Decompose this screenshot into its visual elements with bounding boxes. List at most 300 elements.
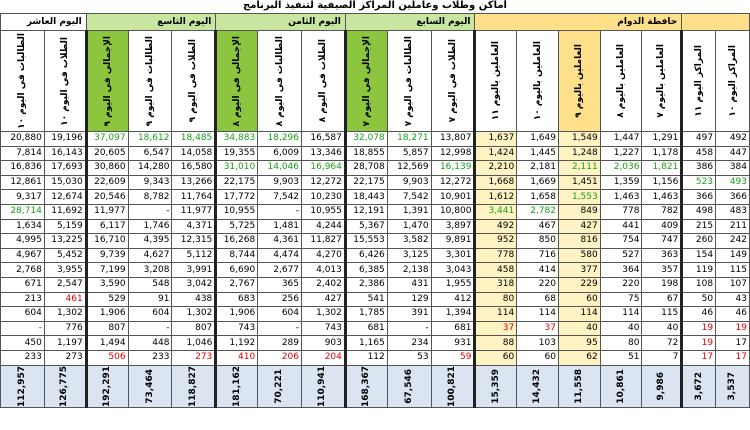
column-header bbox=[517, 31, 559, 132]
table-cell: 16,268 bbox=[216, 234, 258, 249]
table-cell: 1,302 bbox=[302, 307, 346, 322]
table-cell: 8,744 bbox=[216, 248, 258, 263]
column-header bbox=[172, 31, 216, 132]
column-header-label: المراكز اليوم ١٠ bbox=[727, 45, 738, 117]
table-cell: 2,768 bbox=[1, 263, 45, 278]
table-cell: 17 bbox=[716, 350, 750, 365]
table-cell: 448 bbox=[128, 336, 172, 351]
table-cell: 1,302 bbox=[172, 307, 216, 322]
table-cell: 67 bbox=[642, 292, 682, 307]
table-cell: 11,977 bbox=[86, 204, 128, 219]
table-cell: 2,111 bbox=[558, 161, 600, 176]
column-header-label: الطلاب في اليوم ٩ bbox=[188, 39, 199, 123]
table-cell: 260 bbox=[682, 234, 716, 249]
table-cell: 523 bbox=[682, 175, 716, 190]
table-cell: 14,280 bbox=[128, 161, 172, 176]
table-cell: 11,977 bbox=[172, 204, 216, 219]
table-cell: 204 bbox=[302, 350, 346, 365]
table-cell: 1,197 bbox=[44, 336, 86, 351]
table-row bbox=[1, 234, 750, 249]
table-cell: 1,549 bbox=[558, 132, 600, 147]
table-cell: 53 bbox=[387, 350, 431, 365]
table-row bbox=[1, 248, 750, 263]
total-cell bbox=[682, 365, 716, 407]
table-cell: 13,807 bbox=[431, 132, 475, 147]
table-cell: 80 bbox=[475, 292, 517, 307]
table-cell: 10,955 bbox=[216, 204, 258, 219]
group-header: اليوم الثامن bbox=[216, 14, 346, 31]
table-cell: 458 bbox=[682, 146, 716, 161]
table-cell: 931 bbox=[431, 336, 475, 351]
column-header-label: الإجمالي في اليوم ٩ bbox=[102, 35, 113, 127]
table-cell: 548 bbox=[128, 277, 172, 292]
table-row bbox=[1, 277, 750, 292]
table-cell: 1,668 bbox=[475, 175, 517, 190]
table-cell: 40 bbox=[642, 321, 682, 336]
table-cell: 414 bbox=[517, 263, 559, 278]
table-body bbox=[1, 132, 750, 408]
total-value: 100,821 bbox=[447, 365, 458, 407]
column-header-label: الطلاب في اليوم ٧ bbox=[447, 39, 458, 123]
table-cell: 9,903 bbox=[258, 175, 302, 190]
column-header bbox=[431, 31, 475, 132]
table-cell: 114 bbox=[517, 307, 559, 322]
table-cell: 7 bbox=[642, 350, 682, 365]
table-cell: 16,143 bbox=[44, 146, 86, 161]
table-cell: 366 bbox=[716, 190, 750, 205]
table-cell: 4,244 bbox=[302, 219, 346, 234]
table-cell: 1,785 bbox=[345, 307, 387, 322]
table-cell: 778 bbox=[600, 204, 642, 219]
column-header bbox=[302, 31, 346, 132]
table-cell: 6,690 bbox=[216, 263, 258, 278]
table-cell: 11,692 bbox=[44, 204, 86, 219]
table-cell: 215 bbox=[682, 219, 716, 234]
table-cell: 1,291 bbox=[642, 132, 682, 147]
table-cell: 5,857 bbox=[387, 146, 431, 161]
table-cell: 671 bbox=[1, 277, 45, 292]
column-header bbox=[345, 31, 387, 132]
total-cell bbox=[128, 365, 172, 407]
table-cell: 3,441 bbox=[475, 204, 517, 219]
table-cell: 716 bbox=[517, 248, 559, 263]
table-cell: 34,883 bbox=[216, 132, 258, 147]
table-cell: 4,270 bbox=[302, 248, 346, 263]
table-cell: 1,046 bbox=[172, 336, 216, 351]
table-cell: 75 bbox=[600, 292, 642, 307]
table-cell: 410 bbox=[216, 350, 258, 365]
total-value: 181,162 bbox=[231, 365, 242, 407]
table-cell: 16,836 bbox=[1, 161, 45, 176]
table-cell: 2,386 bbox=[345, 277, 387, 292]
table-cell: 1,906 bbox=[86, 307, 128, 322]
table-cell: 4,361 bbox=[258, 234, 302, 249]
table-cell: 9,903 bbox=[387, 175, 431, 190]
table-cell: 318 bbox=[475, 277, 517, 292]
table-cell: 384 bbox=[716, 161, 750, 176]
table-cell: 1,746 bbox=[128, 219, 172, 234]
table-cell: 16,580 bbox=[172, 161, 216, 176]
table-cell: 10,800 bbox=[431, 204, 475, 219]
table-cell: 604 bbox=[1, 307, 45, 322]
table-cell: 9,891 bbox=[431, 234, 475, 249]
table-cell: 4,395 bbox=[128, 234, 172, 249]
table-cell: 12,569 bbox=[387, 161, 431, 176]
table-cell: 2,036 bbox=[600, 161, 642, 176]
table-cell: 1,612 bbox=[475, 190, 517, 205]
total-cell bbox=[216, 365, 258, 407]
table-cell: 37,097 bbox=[86, 132, 128, 147]
table-cell: 20,546 bbox=[86, 190, 128, 205]
column-header-label: العاملين باليوم ٩ bbox=[574, 44, 585, 118]
column-header bbox=[475, 31, 517, 132]
table-cell: 5,112 bbox=[172, 248, 216, 263]
table-cell: 1,669 bbox=[517, 175, 559, 190]
table-cell: 1,156 bbox=[642, 175, 682, 190]
table-cell: 107 bbox=[716, 277, 750, 292]
table-cell: 1,553 bbox=[558, 190, 600, 205]
table-cell: 409 bbox=[642, 219, 682, 234]
table-row bbox=[1, 190, 750, 205]
total-cell bbox=[1, 365, 45, 407]
total-value: 118,827 bbox=[187, 365, 198, 407]
table-cell: 51 bbox=[600, 350, 642, 365]
total-value: 14,432 bbox=[532, 368, 543, 404]
table-cell: 46 bbox=[716, 307, 750, 322]
table-cell: 40 bbox=[600, 321, 642, 336]
total-cell bbox=[258, 365, 302, 407]
table-cell: - bbox=[128, 204, 172, 219]
column-header bbox=[682, 31, 716, 132]
table-cell: 60 bbox=[558, 292, 600, 307]
table-cell: 1,649 bbox=[517, 132, 559, 147]
table-cell: 234 bbox=[387, 336, 431, 351]
table-cell: 4,995 bbox=[1, 234, 45, 249]
table-cell: 80 bbox=[600, 336, 642, 351]
table-cell: 2,782 bbox=[517, 204, 559, 219]
totals-row bbox=[1, 365, 750, 407]
group-header: اليوم التاسع bbox=[86, 14, 216, 31]
table-cell: 19 bbox=[682, 321, 716, 336]
table-cell: - bbox=[387, 321, 431, 336]
table-cell: 273 bbox=[44, 350, 86, 365]
column-header-label: الطالبات في اليوم ٧ bbox=[404, 35, 415, 127]
table-cell: 40 bbox=[558, 321, 600, 336]
table-cell: 441 bbox=[600, 219, 642, 234]
column-header-label: الإجمالي في اليوم ٧ bbox=[361, 35, 372, 127]
table-cell: 16,587 bbox=[302, 132, 346, 147]
table-cell: - bbox=[1, 321, 45, 336]
table-cell: 22,609 bbox=[86, 175, 128, 190]
total-value: 11,558 bbox=[573, 368, 584, 404]
table-row bbox=[1, 350, 750, 365]
table-cell: 529 bbox=[86, 292, 128, 307]
table-cell: 807 bbox=[86, 321, 128, 336]
table-cell: - bbox=[128, 321, 172, 336]
table-cell: 743 bbox=[216, 321, 258, 336]
table-cell: 211 bbox=[716, 219, 750, 234]
table-cell: 16,964 bbox=[302, 161, 346, 176]
table-cell: 3,208 bbox=[128, 263, 172, 278]
table-cell: 220 bbox=[517, 277, 559, 292]
table-cell: 20,880 bbox=[1, 132, 45, 147]
total-cell bbox=[642, 365, 682, 407]
total-cell bbox=[600, 365, 642, 407]
table-row bbox=[1, 175, 750, 190]
table-cell: 807 bbox=[172, 321, 216, 336]
table-cell: 12,998 bbox=[431, 146, 475, 161]
total-value: 192,291 bbox=[102, 365, 113, 407]
total-value: 70,221 bbox=[274, 368, 285, 404]
table-cell: 427 bbox=[302, 292, 346, 307]
table-row bbox=[1, 219, 750, 234]
table-cell: 681 bbox=[431, 321, 475, 336]
column-header-label: الطالبات في اليوم ٨ bbox=[274, 35, 285, 127]
table-cell: - bbox=[258, 321, 302, 336]
table-cell: 5,159 bbox=[44, 219, 86, 234]
total-value: 15,359 bbox=[490, 368, 501, 404]
table-cell: 17,693 bbox=[44, 161, 86, 176]
table-cell: 386 bbox=[682, 161, 716, 176]
table-cell: 1,470 bbox=[387, 219, 431, 234]
table-cell: 1,445 bbox=[517, 146, 559, 161]
table-cell: 2,767 bbox=[216, 277, 258, 292]
table-cell: 220 bbox=[600, 277, 642, 292]
table-cell: 17 bbox=[716, 336, 750, 351]
group-header: حافظة الدوام bbox=[475, 14, 682, 31]
table-cell: 3,897 bbox=[431, 219, 475, 234]
table-cell: 7,542 bbox=[387, 190, 431, 205]
column-header-label: العاملين باليوم ٧ bbox=[656, 44, 667, 118]
total-cell bbox=[517, 365, 559, 407]
total-value: 110,941 bbox=[317, 365, 328, 407]
column-header bbox=[642, 31, 682, 132]
total-value: 73,464 bbox=[144, 368, 155, 404]
table-cell: 256 bbox=[258, 292, 302, 307]
table-cell: 62 bbox=[558, 350, 600, 365]
table-row bbox=[1, 292, 750, 307]
column-header-row bbox=[1, 31, 750, 132]
table-cell: 12,272 bbox=[302, 175, 346, 190]
table-cell: 10,901 bbox=[431, 190, 475, 205]
table-cell: 3,582 bbox=[387, 234, 431, 249]
table-cell: 492 bbox=[716, 132, 750, 147]
table-cell: 114 bbox=[475, 307, 517, 322]
table-cell: 6,385 bbox=[345, 263, 387, 278]
table-cell: - bbox=[258, 204, 302, 219]
table-cell: 438 bbox=[172, 292, 216, 307]
total-value: 9,986 bbox=[655, 371, 666, 401]
table-cell: 114 bbox=[600, 307, 642, 322]
table-cell: 115 bbox=[642, 307, 682, 322]
table-cell: 108 bbox=[682, 277, 716, 292]
table-cell: 683 bbox=[216, 292, 258, 307]
table-cell: 11,827 bbox=[302, 234, 346, 249]
table-row bbox=[1, 161, 750, 176]
table-cell: 363 bbox=[642, 248, 682, 263]
table-cell: 88 bbox=[475, 336, 517, 351]
table-cell: 1,463 bbox=[642, 190, 682, 205]
column-header-label: الإجمالي في اليوم ٨ bbox=[232, 35, 243, 127]
table-cell: 112 bbox=[345, 350, 387, 365]
table-cell: 28,708 bbox=[345, 161, 387, 176]
table-cell: 1,178 bbox=[642, 146, 682, 161]
table-cell: 18,855 bbox=[345, 146, 387, 161]
table-cell: 776 bbox=[44, 321, 86, 336]
table-cell: 1,359 bbox=[600, 175, 642, 190]
table-cell: 1,192 bbox=[216, 336, 258, 351]
table-row bbox=[1, 146, 750, 161]
table-cell: 3,301 bbox=[431, 248, 475, 263]
table-cell: 412 bbox=[431, 292, 475, 307]
column-header bbox=[558, 31, 600, 132]
table-cell: 2,677 bbox=[258, 263, 302, 278]
table-cell: 18,443 bbox=[345, 190, 387, 205]
table-cell: 19,196 bbox=[44, 132, 86, 147]
table-cell: 95 bbox=[558, 336, 600, 351]
table-cell: 12,861 bbox=[1, 175, 45, 190]
table-cell: 103 bbox=[517, 336, 559, 351]
table-cell: 91 bbox=[128, 292, 172, 307]
table-cell: 3,125 bbox=[387, 248, 431, 263]
table-cell: 6,426 bbox=[345, 248, 387, 263]
table-cell: 15,553 bbox=[345, 234, 387, 249]
table-cell: 72 bbox=[642, 336, 682, 351]
table-cell: 1,424 bbox=[475, 146, 517, 161]
table-cell: 229 bbox=[558, 277, 600, 292]
table-cell: 1,165 bbox=[345, 336, 387, 351]
table-cell: 849 bbox=[558, 204, 600, 219]
table-cell: 492 bbox=[475, 219, 517, 234]
table-cell: 447 bbox=[716, 146, 750, 161]
group-header-row bbox=[1, 14, 750, 31]
table-cell: 467 bbox=[517, 219, 559, 234]
total-value: 67,546 bbox=[403, 368, 414, 404]
column-header bbox=[1, 31, 45, 132]
table-cell: 497 bbox=[682, 132, 716, 147]
table-cell: 427 bbox=[558, 219, 600, 234]
table-cell: 7,814 bbox=[1, 146, 45, 161]
table-cell: 9,317 bbox=[1, 190, 45, 205]
column-header-label: الطلاب في اليوم ٨ bbox=[317, 39, 328, 123]
table-cell: 816 bbox=[558, 234, 600, 249]
table-cell: 273 bbox=[172, 350, 216, 365]
column-header-label: العاملين باليوم ٨ bbox=[616, 44, 627, 118]
table-cell: 43 bbox=[716, 292, 750, 307]
table-cell: 7,199 bbox=[86, 263, 128, 278]
column-header-label: الطلاب في اليوم ١٠ bbox=[59, 36, 70, 126]
table-cell: 22,175 bbox=[216, 175, 258, 190]
table-cell: 498 bbox=[682, 204, 716, 219]
column-header bbox=[216, 31, 258, 132]
column-header bbox=[716, 31, 750, 132]
table-cell: 1,227 bbox=[600, 146, 642, 161]
table-cell: 506 bbox=[86, 350, 128, 365]
sheet-title: أماكن وطلاب وعاملين المراكز الصيفية لتنفيذ البرنامج bbox=[243, 0, 507, 11]
column-header bbox=[86, 31, 128, 132]
table-cell: 4,013 bbox=[302, 263, 346, 278]
table-cell: 4,474 bbox=[258, 248, 302, 263]
table-cell: 18,271 bbox=[387, 132, 431, 147]
total-cell bbox=[302, 365, 346, 407]
table-cell: 213 bbox=[1, 292, 45, 307]
table-cell: 22,175 bbox=[345, 175, 387, 190]
table-cell: 154 bbox=[682, 248, 716, 263]
table-cell: 2,181 bbox=[517, 161, 559, 176]
table-cell: 4,371 bbox=[172, 219, 216, 234]
total-cell bbox=[44, 365, 86, 407]
table-cell: 30,860 bbox=[86, 161, 128, 176]
table-cell: 32,078 bbox=[345, 132, 387, 147]
table-cell: 18,296 bbox=[258, 132, 302, 147]
total-value: 112,957 bbox=[16, 365, 27, 407]
table-cell: 115 bbox=[716, 263, 750, 278]
table-cell: 37 bbox=[517, 321, 559, 336]
table-cell: 5,367 bbox=[345, 219, 387, 234]
total-value: 10,861 bbox=[615, 368, 626, 404]
table-cell: 1,302 bbox=[44, 307, 86, 322]
column-header bbox=[600, 31, 642, 132]
table-cell: 782 bbox=[642, 204, 682, 219]
column-header bbox=[128, 31, 172, 132]
table-cell: 1,821 bbox=[642, 161, 682, 176]
table-cell: 11,764 bbox=[172, 190, 216, 205]
table-cell: 6,117 bbox=[86, 219, 128, 234]
table-cell: 1,248 bbox=[558, 146, 600, 161]
total-cell bbox=[716, 365, 750, 407]
table-cell: 20,605 bbox=[86, 146, 128, 161]
table-cell: 10,955 bbox=[302, 204, 346, 219]
total-value: 3,672 bbox=[693, 371, 704, 401]
table-cell: 747 bbox=[642, 234, 682, 249]
table-cell: 1,447 bbox=[600, 132, 642, 147]
table-cell: 2,210 bbox=[475, 161, 517, 176]
table-cell: 18,612 bbox=[128, 132, 172, 147]
table-cell: 28,714 bbox=[1, 204, 45, 219]
table-cell: 17,772 bbox=[216, 190, 258, 205]
table-cell: 604 bbox=[128, 307, 172, 322]
table-cell: 17 bbox=[682, 350, 716, 365]
table-cell: 357 bbox=[642, 263, 682, 278]
table-cell: 1,394 bbox=[431, 307, 475, 322]
table-row bbox=[1, 263, 750, 278]
total-cell bbox=[475, 365, 517, 407]
table-cell: 850 bbox=[517, 234, 559, 249]
total-cell bbox=[387, 365, 431, 407]
table-cell: 3,991 bbox=[172, 263, 216, 278]
column-header-label: الطالبات في اليوم ١٠ bbox=[17, 33, 28, 129]
table-cell: 5,725 bbox=[216, 219, 258, 234]
column-header bbox=[258, 31, 302, 132]
table-cell: 1,494 bbox=[86, 336, 128, 351]
table-cell: 3,042 bbox=[172, 277, 216, 292]
table-cell: 8,782 bbox=[128, 190, 172, 205]
table-cell: 541 bbox=[345, 292, 387, 307]
table-cell: 198 bbox=[642, 277, 682, 292]
column-header-label: الطالبات في اليوم ٩ bbox=[145, 35, 156, 127]
table-cell: 12,674 bbox=[44, 190, 86, 205]
table-cell: 37 bbox=[475, 321, 517, 336]
table-cell: 289 bbox=[258, 336, 302, 351]
table-cell: 1,906 bbox=[216, 307, 258, 322]
table-cell: 391 bbox=[387, 307, 431, 322]
table-cell: 461 bbox=[44, 292, 86, 307]
table-row bbox=[1, 204, 750, 219]
table-row bbox=[1, 307, 750, 322]
table-cell: 3,590 bbox=[86, 277, 128, 292]
table-cell: 5,452 bbox=[44, 248, 86, 263]
total-cell bbox=[345, 365, 387, 407]
